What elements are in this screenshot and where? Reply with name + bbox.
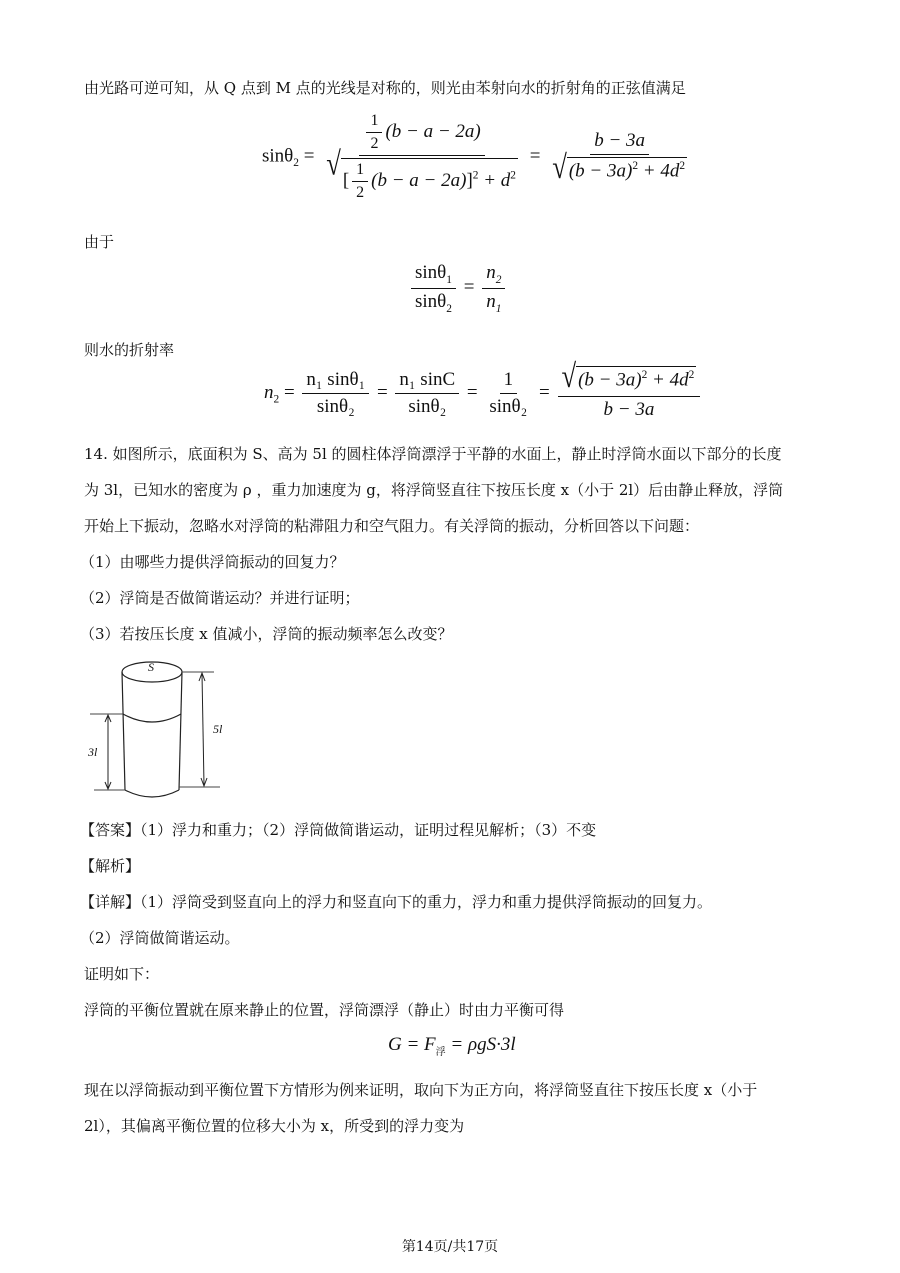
eq1-lhs: sinθ [262, 145, 294, 167]
eq1-frac-left: $\frac{1}{2}$ (b − a − 2a) √ [ $\frac{1}{2}$ $(b - a - 2a)]^2 + d^2$ [326, 112, 516, 201]
eq1-rhs-num: b − 3a [590, 130, 649, 155]
eq1-den-inner: (b − a − 2a) [371, 169, 467, 191]
equilibrium-line: 浮筒的平衡位置就在原来静止的位置，浮筒漂浮（静止）时由力平衡可得 [84, 1001, 565, 1019]
eq3-f4-d-sq: 2 [688, 369, 695, 381]
eq3-f4-inner: (b − 3a) [578, 369, 642, 391]
eq1-rhs-den-inner: (b − 3a) [568, 159, 633, 181]
water-line-curve [123, 714, 181, 722]
proof-line-2: 2l），其偏离平衡位置的位移大小为 x，所受到的浮力变为 [84, 1117, 465, 1135]
eq3-f3-den: sinθ₂ [489, 396, 528, 417]
arrow-5l-line [202, 674, 204, 785]
eq1-half-den: 2 [370, 135, 379, 152]
eq2-rden: n [486, 290, 496, 312]
eq2-rnum-sub: 2 [495, 273, 502, 286]
part2-line: （2）浮筒做简谐运动。 [80, 929, 240, 947]
proof-line-1: 现在以浮筒振动到平衡位置下方情形为例来证明，取向下为正方向，将浮筒竖直往下按压长度 x（小于 [84, 1081, 758, 1099]
cylinder-bottom-curve [125, 790, 179, 797]
equation-refractive-index: $n_2$ = $\frac{\text{n₁ sinθ₁}}{\text{sinθ₂}}$ = $\frac{\text{n₁ sinC}}{\text{sinθ₂}}$ = $\frac{1}{\text{sinθ₂}}$ = √ $(b - 3a)^2 + 4d^2$ b − 3a [264, 366, 703, 421]
answer-line: 【答案】（1）浮力和重力；（2）浮筒做简谐运动，证明过程见解析；（3）不变 [80, 821, 597, 839]
eq4-lhs: G = F [388, 1034, 436, 1055]
eq1-lhs-sub: 2 [293, 157, 299, 170]
figure-label-3l: 3l [88, 745, 98, 759]
figure-label-5l: 5l [213, 722, 223, 736]
eq1-rhs-den-plus: + 4d [642, 159, 680, 181]
eq2-rden-sub: 1 [495, 302, 502, 315]
eq3-f1-num: n₁ sinθ₁ [302, 369, 369, 394]
equation-snell-ratio: $\frac{\sin\theta_1}{\sin\theta_2}$ = $\frac{n_2}{n_1}$ [408, 262, 508, 315]
detail-line: 【详解】（1）浮筒受到竖直向上的浮力和竖直向下的重力，浮力和重力提供浮筒振动的回复力。 [80, 893, 713, 911]
cylinder-left-side [122, 672, 125, 790]
eq1-plus-d: + d [483, 169, 511, 191]
eq1-den-half-num: 1 [352, 161, 368, 182]
eq1-d-sq: 2 [510, 169, 516, 182]
eq1-half-num: 1 [366, 112, 382, 133]
q14-line-2: 为 3l，已知水的密度为 ρ ，重力加速度为 g，将浮筒竖直往下按压长度 x（小于 2l）后由静止释放，浮筒 [84, 481, 784, 499]
eq3-f3-num: 1 [500, 369, 518, 394]
eq2-den: sinθ [415, 290, 447, 312]
eq2-num-sub: 1 [446, 273, 452, 286]
eq3-f4-sq: 2 [641, 369, 648, 381]
sub-question-3: （3）若按压长度 x 值减小，浮筒的振动频率怎么改变？ [80, 625, 453, 643]
eq2-rnum: n [486, 262, 496, 283]
eq3-f2-num: n₁ sinC [395, 369, 459, 394]
equation-buoyancy-balance [388, 1034, 516, 1058]
cylinder-diagram [80, 652, 260, 802]
sub-question-2: （2）浮筒是否做简谐运动？并进行证明； [80, 589, 360, 607]
eq1-rhs-den-sq: 2 [632, 159, 639, 172]
q14-line-3: 开始上下振动，忽略水对浮筒的粘滞阻力和空气阻力。有关浮筒的振动，分析回答以下问题： [84, 517, 700, 535]
eq3-lhs: n [264, 381, 274, 403]
eq3-f4-den: b − 3a [603, 399, 655, 420]
eq3-f4-plus: + 4d [652, 369, 689, 391]
eq4-rhs: = ρgS·3l [450, 1034, 516, 1055]
eq1-inner: (b − a − 2a) [385, 120, 481, 142]
equation-sin-theta2: sinθ$_2$ = $\frac{1}{2}$ (b − a − 2a) √ [ $\frac{1}{2}$ $(b - a - 2a)]^2 + d^2$ = b − 3a √ $(b - 3a)^2 + 4d^2$ [262, 112, 694, 202]
eq1-rhs-den-d-sq: 2 [679, 159, 686, 172]
figure-label-s: S [148, 660, 154, 674]
eq3-lhs-sub: 2 [273, 393, 280, 406]
cylinder-right-side [179, 672, 182, 790]
cylinder-figure [80, 652, 260, 802]
eq1-inner-sq: 2 [472, 169, 479, 182]
analysis-heading: 【解析】 [80, 857, 141, 875]
youyu-line: 由于 [84, 233, 115, 251]
eq4-sub: 浮 [435, 1046, 446, 1058]
q14-line-1: 14. 如图所示，底面积为 S、高为 5l 的圆柱体浮筒漂浮于平静的水面上，静止时浮筒水面以下部分的长度 [84, 445, 782, 463]
refractive-label: 则水的折射率 [84, 341, 175, 359]
eq1-frac-right: b − 3a √ $(b - 3a)^2 + 4d^2$ [552, 129, 686, 185]
intro-line: 由光路可逆可知，从 Q 点到 M 点的光线是对称的，则光由苯射向水的折射角的正弦值满足 [84, 79, 686, 97]
proof-intro: 证明如下： [84, 965, 160, 983]
eq2-num: sinθ [415, 262, 447, 283]
page-number: 第14页/共17页 [401, 1239, 499, 1255]
sub-question-1: （1）由哪些力提供浮筒振动的回复力？ [80, 553, 345, 571]
eq1-den-half-den: 2 [356, 184, 365, 201]
eq2-den-sub: 2 [446, 302, 452, 315]
eq3-f1-den: sinθ₂ [316, 396, 355, 417]
eq3-f2-den: sinθ₂ [408, 396, 447, 417]
